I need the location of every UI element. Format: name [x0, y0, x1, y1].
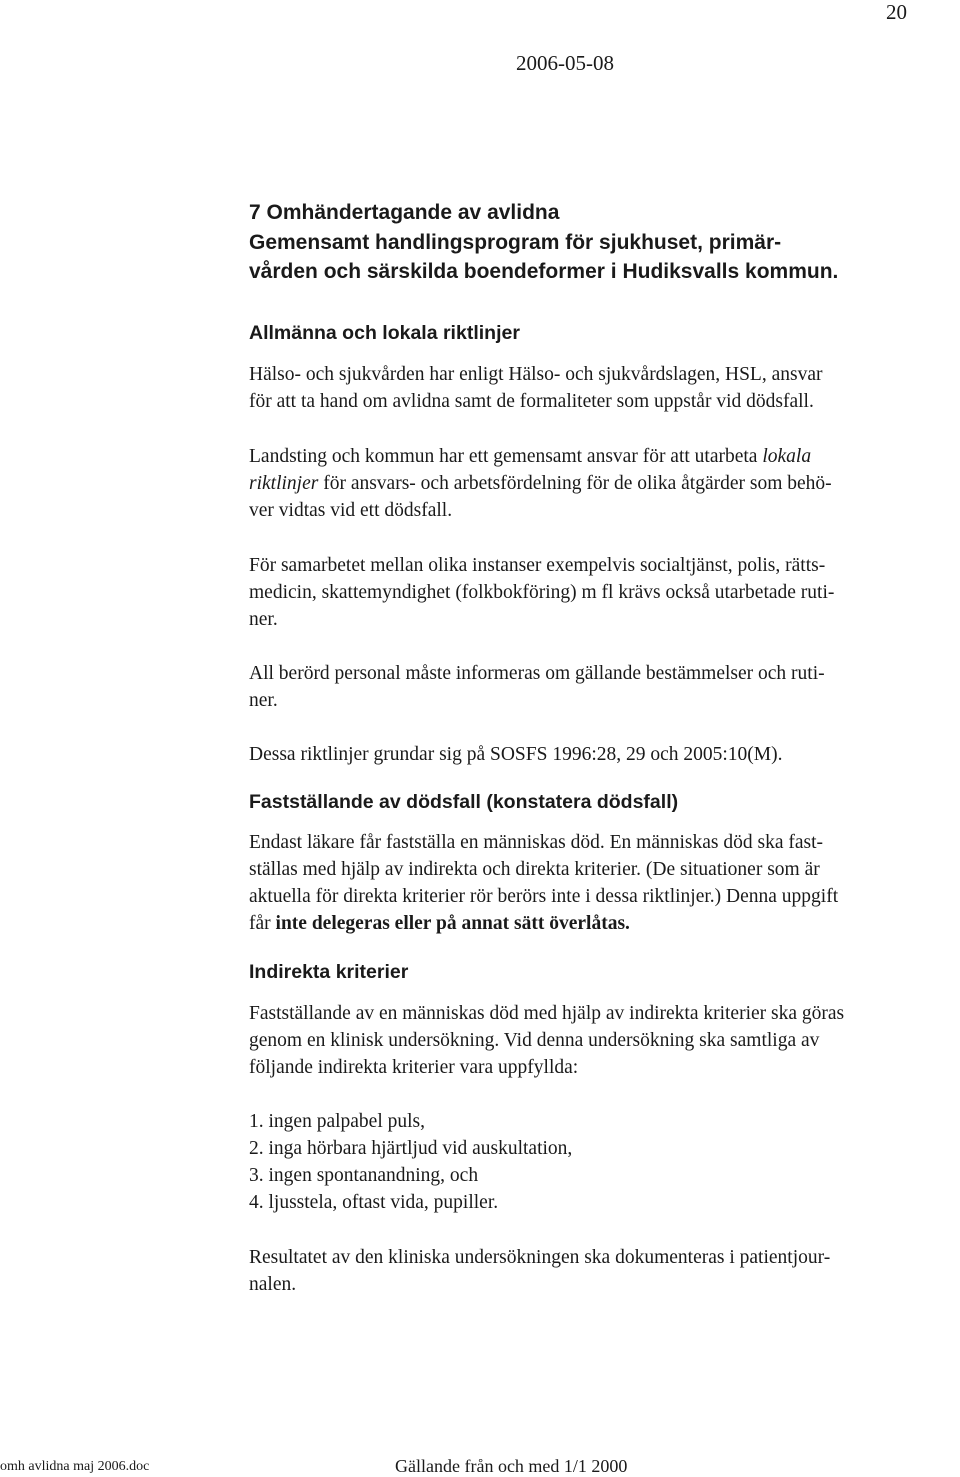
heading-indirect-criteria: Indirekta kriterier	[249, 961, 409, 983]
list-item: 3. ingen spontanandning, och	[249, 1165, 479, 1186]
text-line: nalen.	[249, 1274, 297, 1295]
text-line: ver vidtas vid ett dödsfall.	[249, 500, 453, 521]
paragraph-documentation	[249, 1244, 949, 1298]
text-line: aktuella för direkta kriterier rör berörs inte i dessa riktlinjer.) Denna uppgift	[249, 886, 839, 907]
emphasis-text: riktlinjer	[249, 473, 319, 494]
page-number: 20	[886, 0, 907, 24]
text-line: medicin, skattemyndighet (folkbokföring) m fl krävs också utarbetade ruti-	[249, 582, 835, 603]
document-title	[249, 198, 949, 287]
title-line-3: vården och särskilda boendeformer i Hudiksvalls kommun.	[249, 260, 839, 283]
text-run: får	[249, 913, 276, 934]
text-line: Resultatet av den kliniska undersökningen ska dokumenteras i patientjour-	[249, 1247, 831, 1268]
paragraph-clinical-examination	[249, 1000, 949, 1081]
text-line: För samarbetet mellan olika instanser exempelvis socialtjänst, polis, rätts-	[249, 555, 826, 576]
text-line: Dessa riktlinjer grundar sig på SOSFS 1996:28, 29 och 2005:10(M).	[249, 744, 783, 765]
document-date: 2006-05-08	[516, 51, 614, 75]
text-line: Fastställande av en människas död med hjälp av indirekta kriterier ska göras	[249, 1003, 845, 1024]
text-line: genom en klinisk undersökning. Vid denna undersökning ska samtliga av	[249, 1030, 820, 1051]
bold-text: inte delegeras eller på annat sätt överlåtas.	[275, 913, 630, 934]
paragraph-staff-information	[249, 660, 949, 714]
title-line-2: Gemensamt handlingsprogram för sjukhuset, primär-	[249, 230, 782, 254]
list-item: 4. ljusstela, oftast vida, pupiller.	[249, 1192, 499, 1213]
footer-valid-from: Gällande från och med 1/1 2000	[395, 1456, 628, 1476]
text-line	[249, 443, 949, 470]
text-line: All berörd personal måste informeras om gällande bestämmelser och ruti-	[249, 663, 825, 684]
criteria-list	[249, 1108, 949, 1216]
title-line-1: 7 Omhändertagande av avlidna	[249, 201, 560, 224]
heading-determination-of-death: Fastställande av dödsfall (konstatera dödsfall)	[249, 791, 679, 813]
paragraph-sosfs-reference	[249, 741, 949, 768]
list-item: 1. ingen palpabel puls,	[249, 1111, 426, 1132]
text-line: följande indirekta kriterier vara uppfyllda:	[249, 1057, 579, 1078]
text-run: Landsting och kommun har ett gemensamt ansvar för att utarbeta	[249, 446, 763, 467]
footer-filename: omh avlidna maj 2006.doc	[0, 1459, 150, 1474]
list-item: 2. inga hörbara hjärtljud vid auskultation,	[249, 1138, 573, 1159]
paragraph-shared-responsibility	[249, 443, 949, 524]
text-line: Hälso- och sjukvården har enligt Hälso- och sjukvårdslagen, HSL, ansvar	[249, 364, 823, 385]
paragraph-hsl-responsibility	[249, 361, 949, 415]
text-line: Endast läkare får fastställa en människas död. En människas död ska fast-	[249, 832, 824, 853]
text-line: ner.	[249, 690, 278, 711]
text-line	[249, 470, 949, 497]
text-line: för att ta hand om avlidna samt de formaliteter som uppstår vid dödsfall.	[249, 391, 814, 412]
text-run: för ansvars- och arbetsfördelning för de olika åtgärder som behö-	[318, 473, 832, 494]
emphasis-text: lokala	[762, 446, 812, 467]
text-line: ner.	[249, 609, 278, 630]
text-line	[249, 910, 949, 937]
paragraph-cooperation	[249, 552, 949, 633]
paragraph-physician-only	[249, 829, 949, 937]
heading-general-guidelines: Allmänna och lokala riktlinjer	[249, 322, 520, 344]
text-line: ställas med hjälp av indirekta och direkta kriterier. (De situationer som är	[249, 859, 820, 880]
